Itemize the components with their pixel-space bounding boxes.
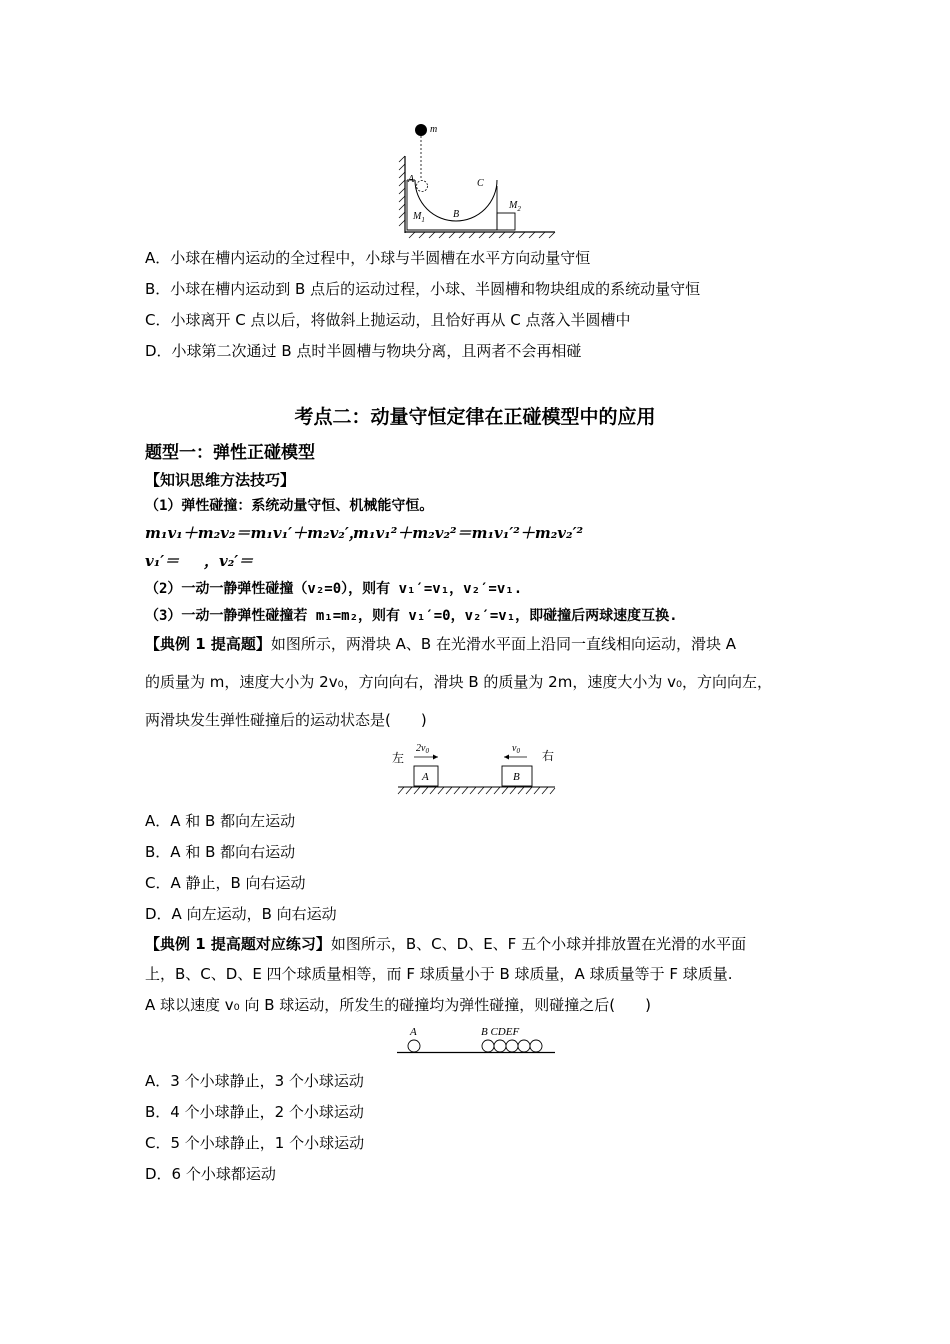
tip-eq3a: v₁′＝ (145, 552, 180, 570)
ball-d (506, 1040, 518, 1052)
ex2-option-a: A．3 个小球静止，3 个小球运动 (145, 1072, 364, 1090)
q0-option-c: C．小球离开 C 点以后，将做斜上抛运动，且恰好再从 C 点落入半圆槽中 (145, 311, 631, 329)
ex1-line2: 的质量为 m，速度大小为 2v₀，方向向右，滑块 B 的质量为 2m，速度大小为 v₀，方向向左， (145, 673, 772, 691)
ball-m (415, 124, 427, 136)
q0-option-a: A．小球在槽内运动的全过程中，小球与半圆槽在水平方向动量守恒 (145, 249, 591, 267)
ex1-option-c: C．A 静止，B 向右运动 (145, 874, 306, 892)
balls-figure (395, 1024, 560, 1060)
svg-text:A: A (410, 1026, 417, 1038)
svg-text:M1: $M_1$ (413, 211, 425, 224)
q0-option-b: B．小球在槽内运动到 B 点后的运动过程，小球、半圆槽和物块组成的系统动量守恒 (145, 280, 701, 298)
groove-figure (395, 118, 565, 240)
svg-text:B CDEF: B CDEF (481, 1026, 520, 1038)
ex2-option-d: D．6 个小球都运动 (145, 1165, 276, 1183)
ex2-line3: A 球以速度 v₀ 向 B 球运动，所发生的碰撞均为弹性碰撞，则碰撞之后( ) (145, 996, 651, 1014)
tip-eq3b: ，v₂′＝ (204, 552, 254, 570)
q0-option-d: D．小球第二次通过 B 点时半圆槽与物块分离，且两者不会再相碰 (145, 342, 582, 360)
ex2-line1: 【典例 1 提高题对应练习】如图所示，B、C、D、E、F 五个小球并排放置在光滑的水平面 (145, 935, 747, 953)
ex1-option-d: D．A 向左运动，B 向右运动 (145, 905, 337, 923)
svg-text:左: 左 (392, 751, 405, 765)
block-m2 (497, 213, 515, 230)
tip-eq1: m₁v₁＋m₂v₂＝m₁v₁′＋m₂v₂′， (145, 524, 364, 542)
svg-text:C: C (477, 178, 484, 189)
label-m: m (430, 124, 438, 135)
ball-b (482, 1040, 494, 1052)
ex1-option-b: B．A 和 B 都向右运动 (145, 843, 296, 861)
svg-text:v0: $v_0$ (512, 743, 520, 755)
section-title: 考点二：动量守恒定律在正碰模型中的应用 (294, 406, 656, 428)
ex2-option-b: B．4 个小球静止，2 个小球运动 (145, 1103, 364, 1121)
tip-2: （2）一动一静弹性碰撞（v₂=0），则有 v₁′=v₁，v₂′=v₁. (145, 581, 523, 597)
ball-dashed (417, 181, 428, 192)
tip-eq2: m₁v₁²＋m₂v₂²＝m₁v₁′²＋m₂v₂′² (353, 524, 584, 542)
tip-3: （3）一动一静弹性碰撞若 m₁=m₂，则有 v₁′=0，v₂′=v₁，即碰撞后两球速度互换. (145, 608, 678, 624)
ex2-line2: 上，B、C、D、E 四个球质量相等，而 F 球质量小于 B 球质量，A 球质量等于 F 球质量. (145, 965, 733, 983)
svg-text:A: A (422, 771, 429, 783)
svg-text:B: B (453, 209, 460, 220)
svg-text:M2: $M_2$ (509, 200, 521, 213)
tip-1: （1）弹性碰撞：系统动量守恒、机械能守恒。 (145, 498, 434, 514)
subtitle: 题型一：弹性正碰模型 (145, 443, 315, 463)
tips-header: 【知识思维方法技巧】 (145, 471, 296, 489)
svg-text:2v0: $2v_0$ (416, 743, 429, 755)
svg-text:右: 右 (542, 749, 555, 763)
ex1-line3: 两滑块发生弹性碰撞后的运动状态是( ) (145, 711, 427, 729)
ex2-option-c: C．5 个小球静止，1 个小球运动 (145, 1134, 365, 1152)
ex1-line1: 【典例 1 提高题】如图所示，两滑块 A、B 在光滑水平面上沿同一直线相向运动，滑块 A (145, 635, 737, 653)
ball-e (518, 1040, 530, 1052)
svg-text:B: B (513, 771, 520, 783)
ball-a (408, 1040, 420, 1052)
svg-text:A: A (408, 174, 415, 185)
ball-c (494, 1040, 506, 1052)
ball-f (530, 1040, 542, 1052)
ex1-option-a: A．A 和 B 都向左运动 (145, 812, 296, 830)
sliders-figure (390, 738, 560, 800)
